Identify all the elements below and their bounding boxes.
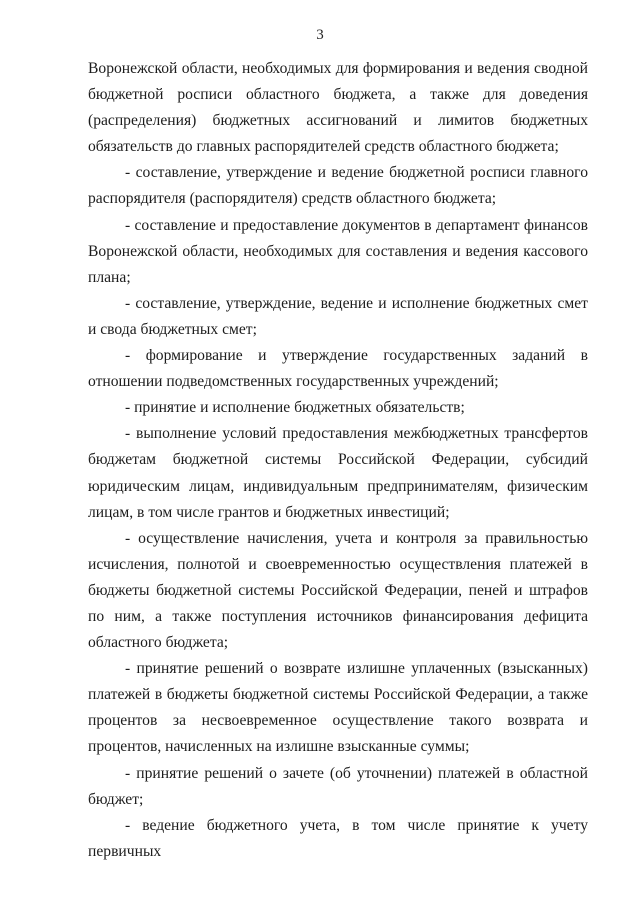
page-number: 3 [316, 27, 324, 43]
paragraph-item: - составление и предоставление документов в департамент финансов Воронежской области, необходимых для составления и ведения кассового плана; [88, 216, 588, 286]
paragraph-item: - составление, утверждение и ведение бюджетной росписи главного распорядителя (распорядителя) средств областного бюджета; [88, 164, 588, 208]
paragraph-item: - принятие решений о возврате излишне уплаченных (взысканных) платежей в бюджеты бюджетной системы Российской Федерации, а также процентов за несвоевременное осуществление такого возврата и процентов, начисленных на излишне взысканные суммы; [88, 660, 588, 756]
paragraph-item: - принятие и исполнение бюджетных обязательств; [125, 399, 465, 417]
paragraph-item: - осуществление начисления, учета и контроля за правильностью исчисления, полнотой и своевременностью осуществления платежей в бюджеты бюджетной системы Российской Федерации, пеней и штрафов по ним, а также поступления источников финансирования дефицита областного бюджета; [88, 529, 588, 652]
paragraph-item: - формирование и утверждение государственных заданий в отношении подведомственных государственных учреждений; [88, 347, 588, 391]
paragraph-item: - выполнение условий предоставления межбюджетных трансфертов бюджетам бюджетной системы Российской Федерации, субсидий юридическим лицам, индивидуальным предпринимателям, физическим лицам, в том числе грантов и бюджетных инвестиций; [88, 425, 588, 521]
paragraph-item: - ведение бюджетного учета, в том числе принятие к учету первичных [88, 816, 588, 860]
paragraph-item: - составление, утверждение, ведение и исполнение бюджетных смет и свода бюджетных смет; [88, 294, 588, 338]
paragraph-continuation: Воронежской области, необходимых для формирования и ведения сводной бюджетной росписи областного бюджета, а также для доведения (распределения) бюджетных ассигнований и лимитов бюджетных обязательств до главных распорядителей средств областного бюджета; [88, 60, 588, 156]
paragraph-item: - принятие решений о зачете (об уточнении) платежей в областной бюджет; [88, 764, 588, 808]
document-body [88, 56, 588, 865]
